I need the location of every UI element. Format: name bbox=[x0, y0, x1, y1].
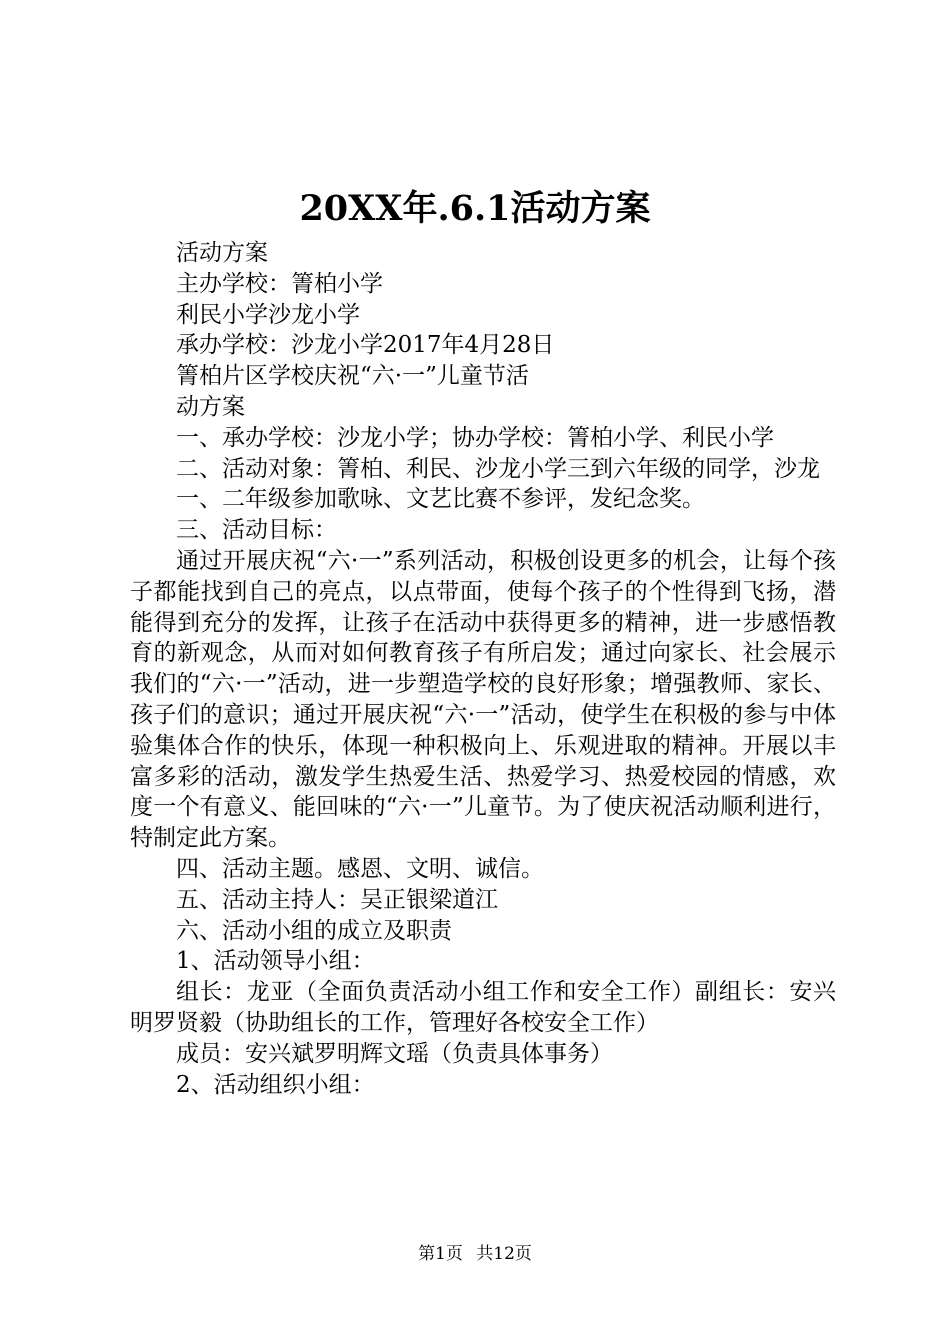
paragraph: 一、二年级参加歌咏、文艺比赛不参评，发纪念奖。 bbox=[176, 486, 705, 513]
paragraph: 活动方案 bbox=[176, 240, 268, 266]
paragraph: 四、活动主题。感恩、文明、诚信。 bbox=[176, 855, 544, 882]
paragraph: 通过开展庆祝“六·一”系列活动，积极创设更多的机会，让每个孩子都能找到自己的亮点，以点带面，使每个孩子的个性得到飞扬，潜能得到充分的发挥，让孩子在活动中获得更多的精神，进一步感悟教育的新观念，从而对如何教育孩子有所启发；通过向家长、社会展示我们的“六·一”活动，进一步塑造学校的良好形象；增强教师、家长、孩子们的意识；通过开展庆祝“六·一”活动，使学生在积极的参与中体验集体合作的快乐，体现一种积极向上、乐观进取的精神。开展以丰富多彩的活动，激发学生热爱生活、热爱学习、热爱校园的情感，欢度一个有意义、能回味的“六·一”儿童节。为了使庆祝活动顺利进行，特制定此方案。 bbox=[130, 547, 836, 852]
paragraph: 一、承办学校：沙龙小学；协办学校：箐柏小学、利民小学 bbox=[176, 424, 774, 451]
paragraph: 五、活动主持人：吴正银梁道江 bbox=[176, 886, 498, 913]
paragraph: 1、活动领导小组： bbox=[176, 948, 375, 975]
document-title: 20XX年.6.1活动方案 bbox=[299, 188, 651, 229]
paragraph: 主办学校：箐柏小学 bbox=[176, 270, 383, 297]
paragraph: 组长：龙亚（全面负责活动小组工作和安全工作）副组长：安兴明罗贤毅（协助组长的工作，管理好各校安全工作） bbox=[130, 979, 836, 1036]
page-total: 共12页 bbox=[476, 1244, 532, 1264]
page-number: 第1页 bbox=[418, 1244, 463, 1264]
page-footer bbox=[0, 1242, 950, 1266]
paragraph: 二、活动对象：箐柏、利民、沙龙小学三到六年级的同学，沙龙 bbox=[176, 455, 820, 482]
document-body bbox=[130, 238, 836, 1100]
paragraph: 利民小学沙龙小学 bbox=[176, 301, 360, 328]
paragraph: 六、活动小组的成立及职责 bbox=[176, 917, 452, 944]
paragraph: 三、活动目标： bbox=[176, 517, 337, 544]
paragraph: 动方案 bbox=[176, 393, 245, 420]
paragraph: 承办学校：沙龙小学2017年4月28日 bbox=[176, 332, 555, 359]
paragraph: 箐柏片区学校庆祝“六·一”儿童节活 bbox=[176, 363, 529, 390]
paragraph: 2、活动组织小组： bbox=[176, 1071, 375, 1098]
paragraph: 成员：安兴斌罗明辉文瑶（负责具体事务） bbox=[176, 1040, 613, 1067]
